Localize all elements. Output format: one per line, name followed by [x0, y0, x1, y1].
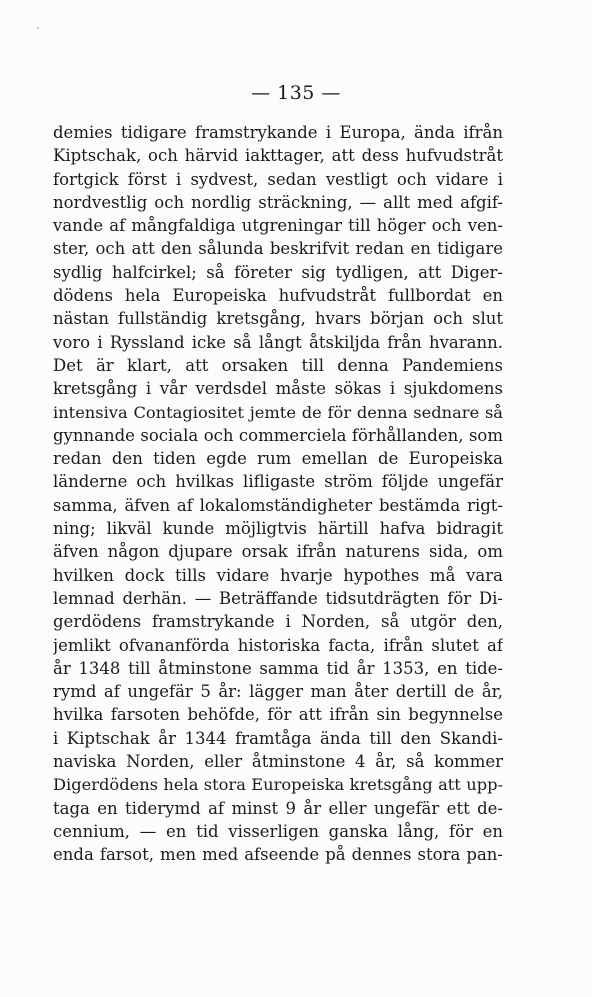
text-line: äfven någon djupare orsak ifrån naturens sida, om: [53, 542, 503, 562]
text-line: år 1348 till åtminstone samma tid år 1353, en tide-: [53, 658, 503, 678]
text-line: nästan fullständig kretsgång, hvars början och slut: [53, 309, 503, 329]
text-line: enda farsot, men med afseende på dennes stora pan-: [53, 845, 503, 865]
text-line: Digerdödens hela stora Europeiska kretsgång att upp-: [53, 775, 503, 795]
text-line: dödens hela Europeiska hufvudstråt fullbordat en: [53, 286, 503, 306]
text-line: intensiva Contagiositet jemte de för denna sednare så: [53, 402, 503, 422]
text-line: vande af mångfaldiga utgreningar till höger och ven-: [53, 216, 503, 236]
text-line: Kiptschak, och härvid iakttager, att dess hufvudstråt: [53, 146, 503, 166]
text-line: rymd af ungefär 5 år: lägger man åter dertill de år,: [53, 682, 503, 702]
paper-speck: [37, 27, 39, 29]
page-number: — 135 —: [251, 82, 341, 104]
text-line: ster, och att den sålunda beskrifvit redan en tidigare: [53, 239, 503, 259]
text-line: lemnad derhän. — Beträffande tidsutdrägten för Di-: [53, 588, 503, 608]
text-line: ning; likväl kunde möjligtvis härtill hafva bidragit: [53, 519, 503, 539]
text-line: hvilken dock tills vidare hvarje hypothes må vara: [53, 565, 503, 585]
text-line: fortgick först i sydvest, sedan vestligt och vidare i: [53, 169, 503, 189]
text-line: voro i Ryssland icke så långt åtskiljda från hvarann.: [53, 332, 503, 352]
text-line: sydlig halfcirkel; så företer sig tydligen, att Diger-: [53, 262, 503, 282]
text-line: samma, äfven af lokalomständigheter bestämda rigt-: [53, 495, 503, 515]
text-line: taga en tiderymd af minst 9 år eller ungefär ett de-: [53, 798, 503, 818]
text-line: cennium, — en tid visserligen ganska lång, för en: [53, 821, 503, 841]
text-line: demies tidigare framstrykande i Europa, ända ifrån: [53, 123, 503, 142]
text-line: Det är klart, att orsaken till denna Pandemiens: [53, 355, 503, 375]
text-line: gerdödens framstrykande i Norden, så utgör den,: [53, 612, 503, 632]
text-line: naviska Norden, eller åtminstone 4 år, så kommer: [53, 752, 503, 772]
text-line: gynnande sociala och commerciela förhållanden, som: [53, 425, 503, 445]
text-line: länderne och hvilkas lifligaste ström följde ungefär: [53, 472, 503, 492]
body-text: [53, 121, 503, 867]
text-line: nordvestlig och nordlig sträckning, — allt med afgif-: [53, 192, 503, 212]
text-line: kretsgång i vår verdsdel måste sökas i sjukdomens: [53, 379, 503, 399]
text-line: jemlikt ofvananförda historiska facta, ifrån slutet af: [53, 635, 503, 655]
text-line: i Kiptschak år 1344 framtåga ända till den Skandi-: [53, 728, 503, 748]
text-line: redan den tiden egde rum emellan de Europeiska: [53, 449, 503, 469]
text-line: hvilka farsoten behöfde, för att ifrån sin begynnelse: [53, 705, 503, 725]
